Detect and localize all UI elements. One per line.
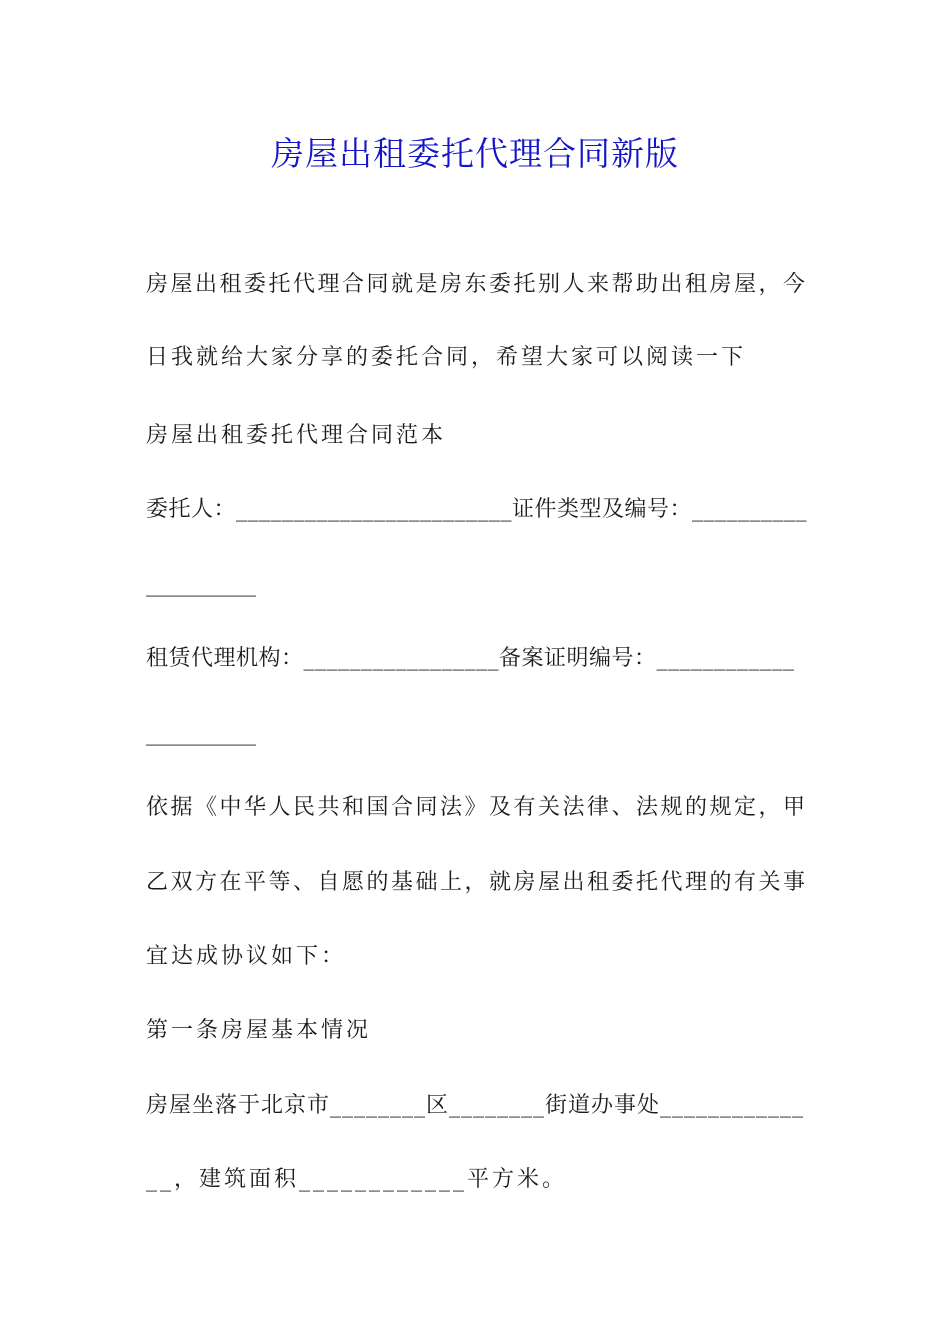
article-1-heading: 第一条房屋基本情况: [146, 1018, 372, 1043]
basis-line-2: 乙双方在平等、自愿的基础上，就房屋出租委托代理的有关事: [146, 870, 808, 895]
basis-line-1: 依据《中华人民共和国合同法》及有关法律、法规的规定，甲: [146, 795, 808, 820]
principal-field-line: 委托人：________________________证件类型及编号：__________: [146, 497, 808, 522]
house-area-line: __，建筑面积____________平方米。: [146, 1167, 568, 1192]
intro-line-1: 房屋出租委托代理合同就是房东委托别人来帮助出租房屋，今: [146, 272, 808, 297]
document-title: 房屋出租委托代理合同新版: [271, 134, 679, 173]
basis-line-3: 宜达成协议如下：: [146, 944, 347, 969]
agency-field-line: 租赁代理机构：_________________备案证明编号：____________: [146, 646, 795, 671]
agency-field-continuation: __________: [146, 721, 256, 746]
intro-line-2: 日我就给大家分享的委托合同，希望大家可以阅读一下: [146, 345, 747, 370]
house-location-line: 房屋坐落于北京市________区________街道办事处____________: [146, 1093, 805, 1118]
section-heading-template: 房屋出租委托代理合同范本: [146, 423, 447, 448]
principal-field-continuation: __________: [146, 572, 256, 597]
